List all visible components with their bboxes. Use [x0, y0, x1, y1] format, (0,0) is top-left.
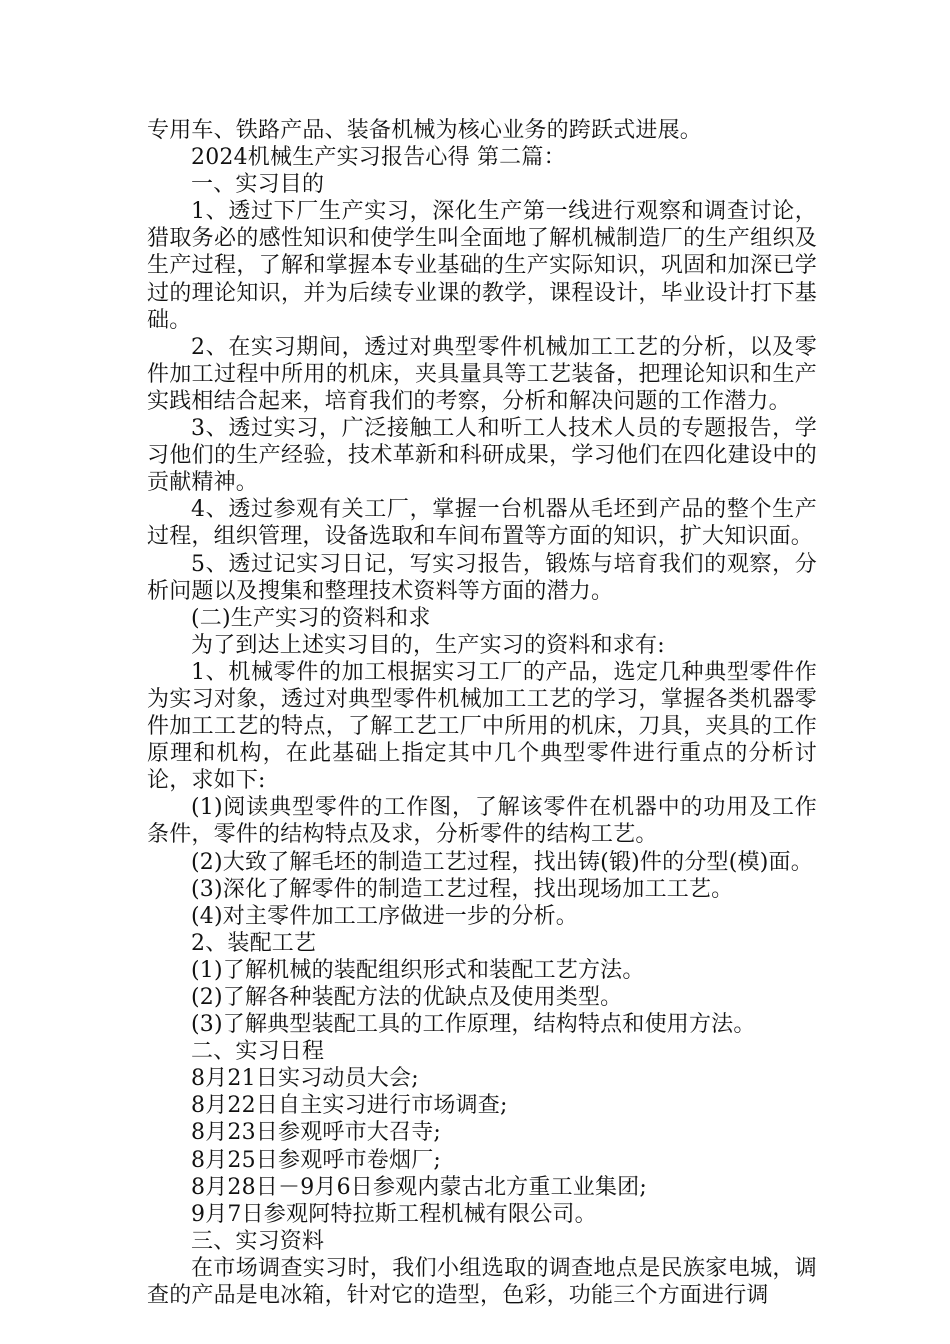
list-item-assembly-3: (3)了解典型装配工具的工作原理，结构特点和使用方法。: [191, 1012, 756, 1038]
list-item-assembly-1: (1)了解机械的装配组织形式和装配工艺方法。: [191, 957, 645, 983]
paragraph-machining: 1、机械零件的加工根据实习工厂的产品，选定几种典型零件作为实习对象，透过对典型零件机械加工工艺的学习，掌握各类机器零件加工工艺的特点，了解工艺工厂中所用的机床，刀具，夹具的工作原理和机构，在此基础上指定其中几个典型零件进行重点的分析讨论，求如下:: [147, 659, 817, 794]
schedule-item-3: 8月23日参观呼市大召寺;: [191, 1120, 442, 1146]
paragraph-purpose-4: 4、透过参观有关工厂，掌握一台机器从毛坯到产品的整个生产过程，组织管理，设备选取和车间布置等方面的知识，扩大知识面。: [147, 497, 817, 550]
schedule-item-2: 8月22日自主实习进行市场调查;: [191, 1093, 508, 1119]
list-item-machining-2: (2)大致了解毛坯的制造工艺过程，找出铸(锻)件的分型(模)面。: [191, 849, 813, 875]
heading-purpose: 一、实习目的: [191, 172, 325, 198]
heading-content-requirements: (二)生产实习的资料和求: [191, 605, 431, 631]
paragraph-purpose-3: 3、透过实习，广泛接触工人和听工人技术人员的专题报告，学习他们的生产经验，技术革新和科研成果，学习他们在四化建设中的贡献精神。: [147, 416, 817, 496]
paragraph-purpose-1: 1、透过下厂生产实习，深化生产第一线进行观察和调查讨论，猎取务必的感性知识和使学生叫全面地了解机械制造厂的生产组织及生产过程，了解和掌握本专业基础的生产实际知识，巩固和加深已学过的理论知识，并为后续专业课的教学，课程设计，毕业设计打下基础。: [147, 199, 817, 333]
list-item-machining-4: (4)对主零件加工工序做进一步的分析。: [191, 903, 578, 929]
schedule-item-5: 8月28日－9月6日参观内蒙古北方重工业集团;: [191, 1174, 647, 1200]
list-item-machining-1: (1)阅读典型零件的工作图，了解该零件在机器中的功用及工作条件，零件的结构特点及求，分析零件的结构工艺。: [147, 795, 817, 848]
paragraph-materials: 在市场调查实习时，我们小组选取的调查地点是民族家电城，调查的产品是电冰箱，针对它的造型，色彩，功能三个方面进行调: [147, 1255, 817, 1309]
schedule-item-4: 8月25日参观呼市卷烟厂;: [191, 1147, 442, 1173]
paragraph-requirements-intro: 为了到达上述实习目的，生产实习的资料和求有:: [191, 632, 665, 658]
schedule-item-1: 8月21日实习动员大会;: [191, 1066, 419, 1092]
schedule-item-6: 9月7日参观阿特拉斯工程机械有限公司。: [191, 1201, 597, 1227]
paragraph-purpose-5: 5、透过记实习日记，写实习报告，锻炼与培育我们的观察，分析问题以及搜集和整理技术资料等方面的潜力。: [147, 551, 817, 604]
section-title-part-two: 2024机械生产实习报告心得 第二篇：: [191, 145, 566, 171]
document-page: [147, 117, 817, 1309]
paragraph-intro: 专用车、铁路产品、装备机械为核心业务的跨跃式进展。: [147, 118, 703, 143]
list-item-machining-3: (3)深化了解零件的制造工艺过程，找出现场加工工艺。: [191, 876, 734, 902]
heading-materials: 三、实习资料: [191, 1228, 325, 1254]
paragraph-purpose-2: 2、在实习期间，透过对典型零件机械加工工艺的分析，以及零件加工过程中所用的机床，夹具量具等工艺装备，把理论知识和生产实践相结合起来，培育我们的考察，分析和解决问题的工作潜力。: [147, 334, 817, 414]
heading-assembly: 2、装配工艺: [191, 930, 317, 956]
list-item-assembly-2: (2)了解各种装配方法的优缺点及使用类型。: [191, 985, 623, 1010]
heading-schedule: 二、实习日程: [191, 1039, 325, 1065]
